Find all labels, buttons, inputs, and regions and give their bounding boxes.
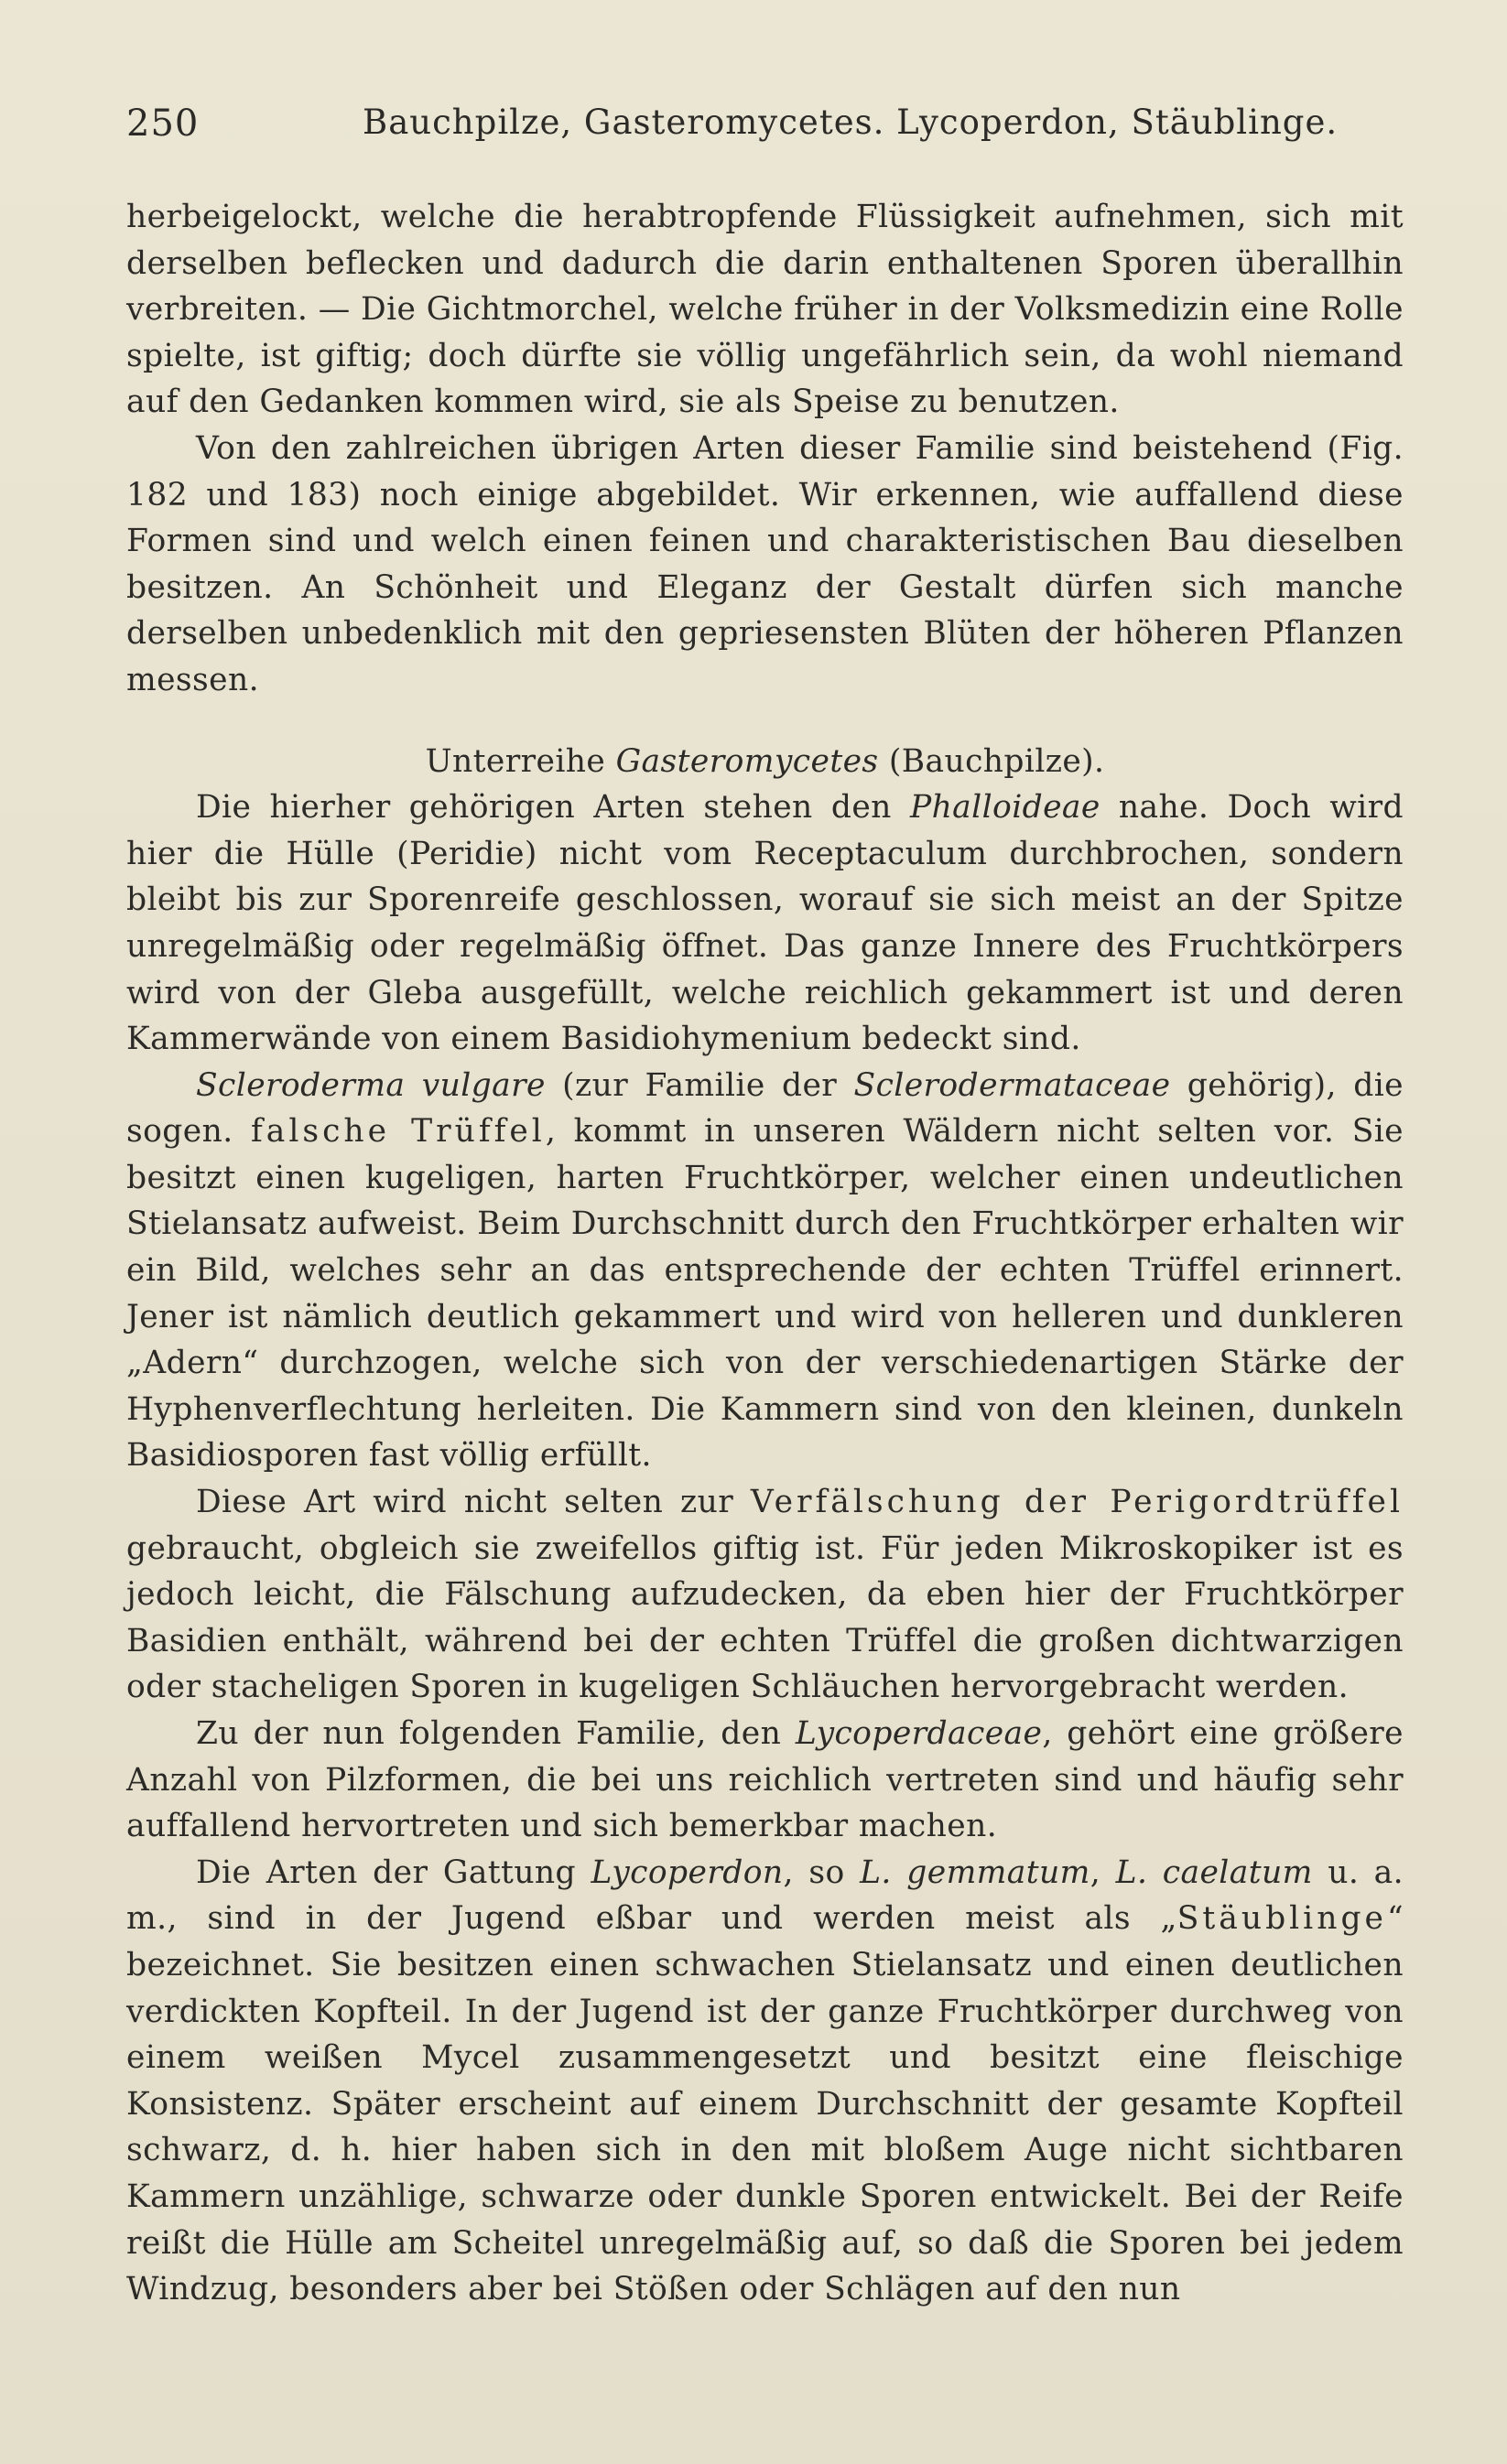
spaced-emphasis: Stäublinge	[1176, 1900, 1387, 1938]
italic-term: Lycoperdon	[591, 1853, 784, 1891]
paragraph	[126, 1711, 1404, 1850]
paragraph-text: Diese Art wird nicht selten zur	[196, 1484, 751, 1521]
paragraph-text: gehörig), die sogen.	[126, 1066, 1404, 1151]
paragraph	[126, 1850, 1404, 2313]
paragraph-text: , kommt in unseren Wäldern nicht selten vor. Sie besitzt einen kugeligen, harten Fruchtkörper, welcher einen undeutlichen Stielansatz aufweist. Beim Durchschnitt durch den Fruchtkörper erhalten wir ein Bild, welches sehr an das entsprechende der echten Trüffel erinnert. Jener ist nämlich deutlich gekammert und wird von helleren und dunkleren „Adern“ durchzogen, welche sich von der verschiedenartigen Stärke der Hyphenverflechtung herleiten. Die Kammern sind von den kleinen, dunkeln Basidiosporen fast völlig erfüllt.	[126, 1113, 1404, 1475]
paragraph-text: , gehört eine größere Anzahl von Pilzformen, die bei uns reichlich vertreten sind und häufig sehr auffallend hervortreten und sich bemerkbar machen.	[126, 1715, 1404, 1845]
paragraph-text: Von den zahlreichen übrigen Arten dieser Familie sind beistehend (Fig. 182 und 183) noch einige abgebildet. Wir erkennen, wie auffallend diese Formen sind und welch einen feinen und charakteristischen Bau dieselben besitzen. An Schönheit und Eleganz der Gestalt dürfen sich manche derselben unbedenklich mit den gepriesensten Blüten der höheren Pflanzen messen.	[126, 429, 1404, 698]
paragraph-text: Die hierher gehörigen Arten stehen den	[196, 789, 910, 827]
paragraph-text: “ bezeichnet. Sie besitzen einen schwachen Stielansatz und einen deutlichen verdickten Kopfteil. In der Jugend ist der ganze Fruchtkörper durchweg von einem weißen Mycel zusammengesetzt und besitzt eine fleischige Konsistenz. Später erscheint auf einem Durchschnitt der gesamte Kopfteil schwarz, d. h. hier haben sich in den mit bloßem Auge nicht sichtbaren Kammern unzählige, schwarze oder dunkle Sporen entwickelt. Bei der Reife reißt die Hülle am Scheitel unregelmäßig auf, so daß die Sporen bei jedem Windzug, besonders aber bei Stößen oder Schlägen auf den nun	[126, 1900, 1404, 2308]
page-number: 250	[126, 103, 200, 145]
section-heading-prefix: Unterreihe	[425, 742, 616, 780]
paragraph	[126, 1479, 1404, 1711]
paragraph	[126, 784, 1404, 1063]
paragraph	[126, 194, 1404, 426]
italic-term: L. caelatum	[1115, 1853, 1313, 1891]
paragraph-text: nahe. Doch wird hier die Hülle (Peridie) nicht vom Receptaculum durchbrochen, sondern bleibt bis zur Sporenreife geschlossen, worauf sie sich meist an der Spitze unregelmäßig oder regelmäßig öffnet. Das ganze Innere des Fruchtkörpers wird von der Gleba ausgefüllt, welche reichlich gekammert ist und deren Kammerwände von einem Basidiohymenium bedeckt sind.	[126, 789, 1404, 1058]
page-header	[126, 103, 1404, 157]
paragraph	[126, 426, 1404, 704]
paragraph-text: ,	[1090, 1853, 1116, 1891]
spaced-emphasis: falsche Trüffel	[251, 1113, 546, 1151]
paragraph-text: gebraucht, obgleich sie zweifellos giftig ist. Für jeden Mikroskopiker ist es jedoch leicht, die Fälschung aufzudecken, da eben hier der Fruchtkörper Basidien enthält, während bei der echten Trüffel die großen dichtwarzigen oder stacheligen Sporen in kugeligen Schläuchen hervorgebracht werden.	[126, 1529, 1404, 1706]
paragraph-text: Zu der nun folgenden Familie, den	[196, 1715, 796, 1752]
text-block-section	[126, 784, 1404, 2313]
spaced-emphasis: Verfälschung der Perigordtrüffel	[750, 1484, 1404, 1521]
italic-term: Scleroderma vulgare	[196, 1066, 546, 1104]
paragraph-text: (zur Familie der	[545, 1066, 854, 1104]
paragraph-text: u. a. m., sind in der Jugend eßbar und werden meist als „	[126, 1853, 1404, 1938]
italic-term: Sclerodermataceae	[853, 1066, 1171, 1104]
paragraph-text: herbeigelockt, welche die herabtropfende Flüssigkeit aufnehmen, sich mit derselben beflecken und dadurch die darin enthaltenen Sporen überallhin verbreiten. — Die Gichtmorchel, welche früher in der Volksmedizin eine Rolle spielte, ist giftig; doch dürfte sie völlig ungefährlich sein, da wohl niemand auf den Gedanken kommen wird, sie als Speise zu benutzen.	[126, 199, 1404, 421]
text-block-intro	[126, 194, 1404, 704]
paragraph-text: , so	[783, 1853, 861, 1891]
italic-term: Phalloideae	[909, 789, 1100, 827]
paragraph-text: Die Arten der Gattung	[196, 1853, 591, 1891]
italic-term: L. gemmatum	[860, 1853, 1090, 1891]
body-text	[126, 194, 1404, 2313]
paragraph	[126, 1063, 1404, 1479]
italic-term: Lycoperdaceae	[795, 1715, 1043, 1752]
section-heading	[126, 739, 1404, 785]
running-head: Bauchpilze, Gasteromycetes. Lycoperdon, Stäublinge.	[363, 103, 1339, 142]
section-heading-taxon: Gasteromycetes	[615, 742, 879, 780]
section-heading-suffix: (Bauchpilze).	[878, 742, 1105, 780]
